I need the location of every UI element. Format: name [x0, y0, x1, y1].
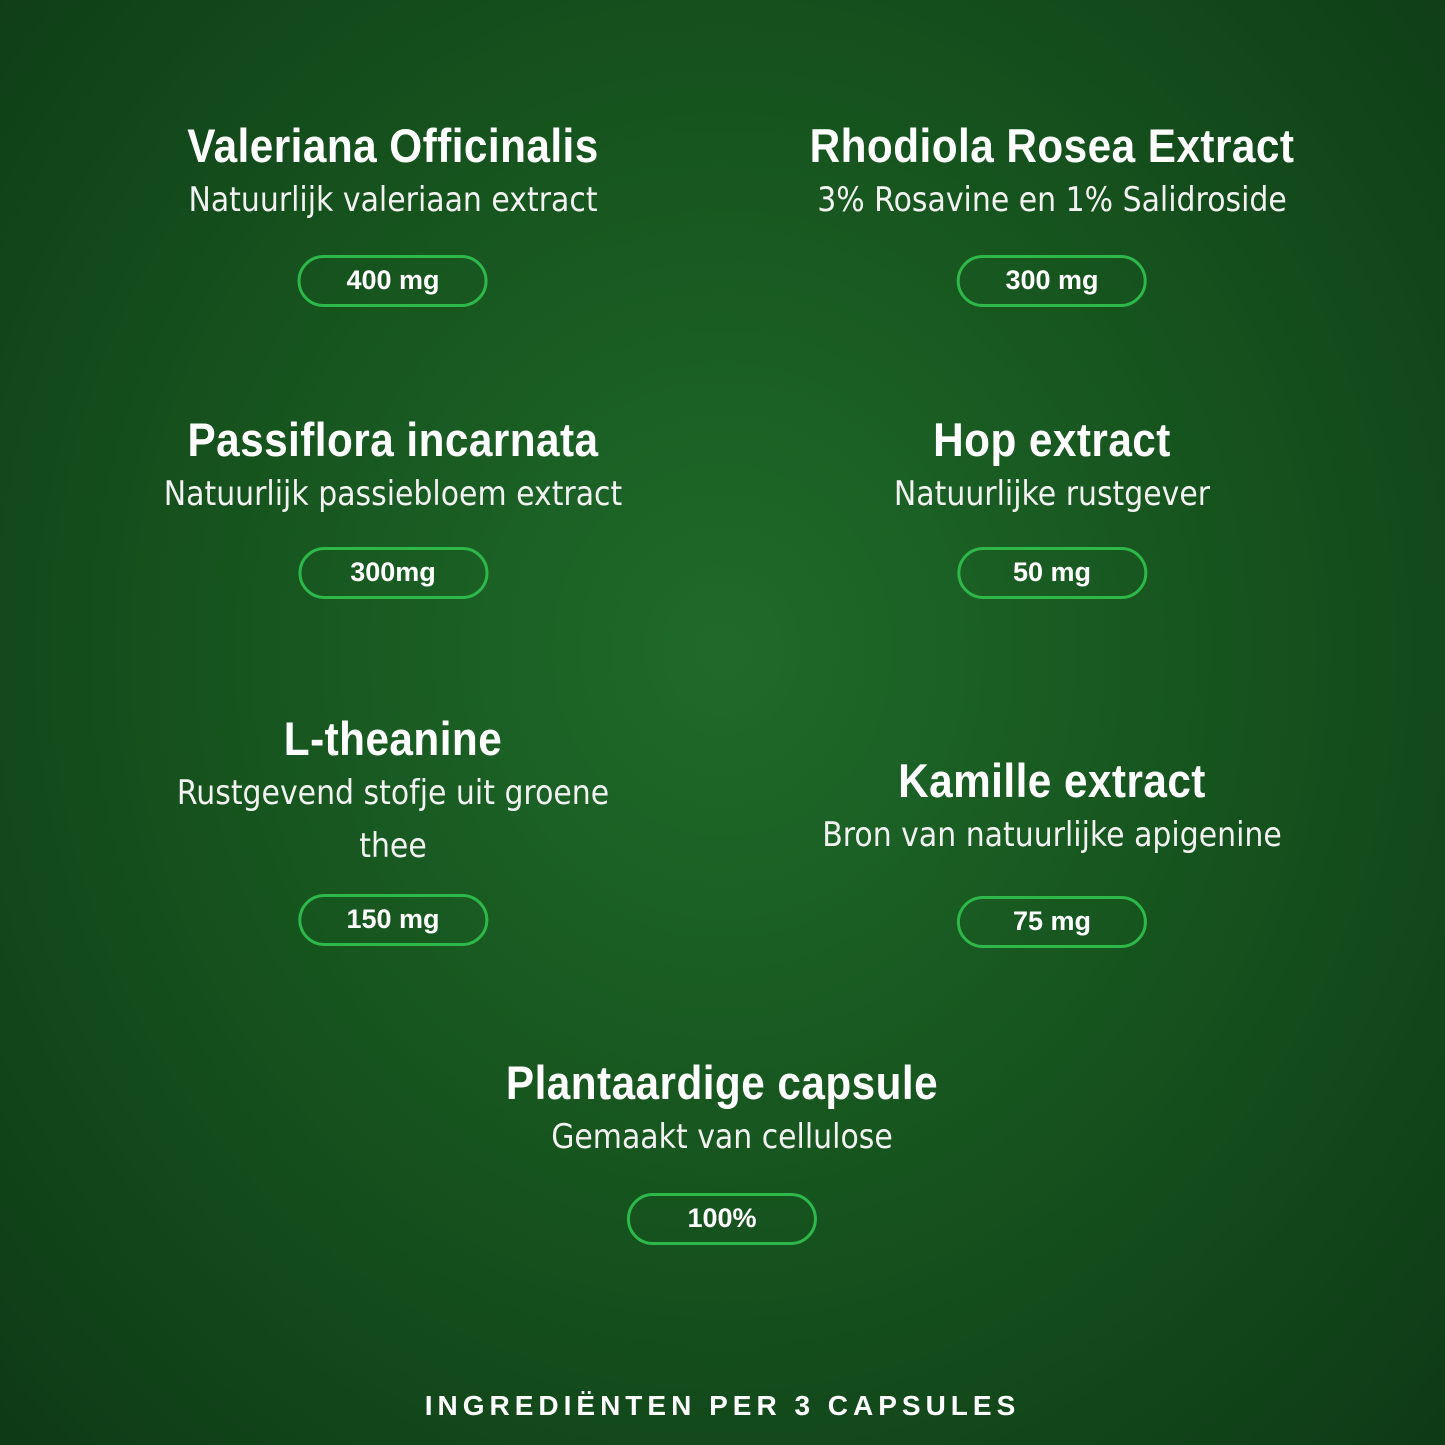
- amount-badge: 100%: [627, 1193, 817, 1245]
- ingredient-name: Hop extract: [933, 413, 1171, 466]
- amount-badge: 300 mg: [957, 255, 1147, 307]
- ingredient-valeriana: [161, 118, 626, 307]
- ingredient-hop: [872, 412, 1231, 599]
- ingredient-description: Bron van natuurlijke apigenine: [822, 815, 1282, 855]
- ingredient-name: Passiflora incarnata: [187, 413, 599, 466]
- ingredient-passiflora: [132, 412, 653, 599]
- ingredient-description: Natuurlijk valeriaan extract: [188, 180, 598, 220]
- ingredient-description: 3% Rosavine en 1% Salidroside: [817, 180, 1287, 220]
- ingredient-name: Plantaardige capsule: [505, 1056, 939, 1109]
- amount-badge: 50 mg: [957, 547, 1147, 599]
- ingredient-description-line-2: thee: [359, 826, 427, 866]
- ingredient-description-line-1: Rustgevend stofje uit groene: [176, 773, 610, 813]
- amount-badge: 75 mg: [957, 896, 1147, 948]
- ingredient-kamille: [791, 753, 1313, 948]
- ingredient-description: Natuurlijke rustgever: [893, 474, 1211, 514]
- ingredient-name: L-theanine: [283, 712, 503, 765]
- ingredient-description: Gemaakt van cellulose: [551, 1117, 893, 1157]
- amount-badge: 150 mg: [298, 894, 488, 946]
- amount-badge: 400 mg: [298, 255, 488, 307]
- footer-caption: INGREDIËNTEN PER 3 CAPSULES: [424, 1390, 1021, 1421]
- ingredient-l-theanine: [147, 711, 638, 946]
- ingredient-name: Valeriana Officinalis: [187, 119, 599, 172]
- ingredient-description: Natuurlijk passiebloem extract: [163, 474, 623, 514]
- ingredient-rhodiola: [783, 118, 1322, 307]
- ingredient-name: Rhodiola Rosea Extract: [809, 119, 1295, 172]
- amount-badge: 300mg: [298, 547, 488, 599]
- ingredient-capsule: [482, 1055, 962, 1245]
- ingredient-name: Kamille extract: [898, 754, 1206, 807]
